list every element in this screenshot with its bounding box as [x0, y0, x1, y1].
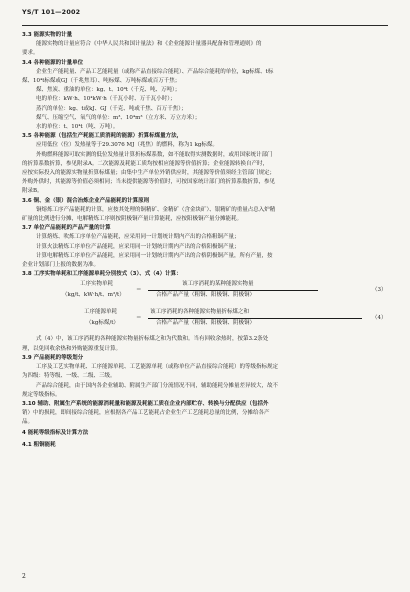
paragraph-line: 外购燃料能源可取实测的低位发热量计算折标煤系数，如不能取得实测数据时，或用国家统计部门 — [36, 151, 273, 158]
formula-3-denominator: 合格产品产量（粗铜、阳极铜、阴极铜） — [156, 292, 256, 299]
section-heading-3-4: 3.4 各种能源的计量单位 — [22, 59, 84, 66]
paragraph-line: 销）中的损耗，即间接综合能耗，应根据各产品工艺能耗占企业生产工艺能耗总量的比例，分摊给各产 — [22, 410, 270, 417]
paragraph-line: 计算火法精炼工序单位产品能耗，应采用同一计划统计期内产出的合格阳极铜产量； — [36, 243, 240, 250]
paragraph-line: 外购外供时，其能源等价值必须相同；当未提供能源等价值时，可按国家统计部门的折算系数折算，参见 — [22, 179, 276, 186]
formula-4-lhs: 工序能源单耗 — [84, 309, 118, 316]
formula-3-numerator: 该工序消耗的某种能源实物量 — [182, 281, 254, 288]
section-heading-3-10: 3.10 辅助、附属生产系统的能源消耗量和能源及耗能工质在企业内部贮存、转换与分配供应（包括外 — [22, 400, 269, 407]
formula-4-lhs-unit: （kg标煤/t） — [86, 320, 119, 327]
standard-code-header: YS/T 101—2002 — [22, 8, 81, 16]
chapter-heading-4: 4 能耗等级指标及计算方法 — [22, 429, 89, 436]
paragraph-line: 能源实物的计量应符合《中华人民共和国计量法》和《企业能源计量器具配备和管理通则》的 — [36, 41, 262, 48]
formula-4-numerator: 该工序消耗的各种能源实物量折标煤之和 — [150, 309, 250, 316]
paragraph-line: 品。 — [22, 419, 34, 426]
section-heading-3-7: 3.7 单位产品能耗的产品产量的计算 — [22, 225, 111, 232]
section-heading-3-9: 3.9 产品能耗的等级划分 — [22, 354, 84, 361]
paragraph-line: 计算熔炼、吹炼工序单位产品能耗，应采用同一计划统计期内产出的合格粗铜产量； — [36, 234, 240, 241]
paragraph-line: 计算电解精炼工序单位产品能耗，应采用同一计划统计期内产出的合格阴极铜产量，所有产量，按 — [36, 252, 273, 259]
paragraph-line: 式（4）中，该工序消耗的各种能源实物量折标煤之和为代数和。当有回收余热时，按第3.2条处 — [36, 336, 269, 343]
formula-4-denominator: 合格产品产量（粗铜、阳极铜、阴极铜） — [156, 320, 256, 327]
unit-line-gas: 煤气、压缩空气、氧气的单位：m³、10⁴m³（立方米、万立方米）； — [36, 114, 201, 121]
formula-3 — [22, 279, 394, 306]
section-heading-4-1: 4.1 粗铜能耗 — [22, 441, 56, 448]
section-heading-3-3: 3.3 能源实物的计量 — [22, 32, 73, 38]
section-heading-3-5: 3.5 各种能源（包括生产耗能工质消耗的能源）折算标煤量方法， — [22, 133, 183, 140]
formula-4 — [22, 307, 394, 334]
paragraph-line: 的折算系数折算，参见附录A。二次能源及耗能工质均按相应能源等价值折算；企业能源转换自产时， — [22, 160, 268, 167]
unit-line-steam: 蒸汽的单位：kg、t或kJ、GJ（千克、吨或千焦、百万千焦）； — [36, 105, 187, 112]
paragraph-line: 工序及工艺实物单耗、工序能源单耗、工艺能源单耗（或称单位产品直接综合能耗）的等级指标规定 — [36, 364, 279, 371]
paragraph-line: 要求。 — [22, 50, 39, 57]
section-heading-3-6: 3.6 铜、金（银）混合冶炼企业产品能耗的计算原则 — [22, 197, 150, 204]
paragraph-line: 企业计划部门上报的数据为准。 — [22, 262, 100, 269]
paragraph-line: 矿量的比例进行分摊，电解精炼工序则按阴极铜产量计算能耗，应按阳极铜产量分摊能耗。 — [22, 216, 243, 223]
paragraph-line: 附录B。 — [22, 188, 43, 195]
paragraph-line: 理，以免回收余热和外购能源重复计算。 — [22, 345, 122, 352]
formula-4-number: （4） — [372, 315, 387, 322]
formula-4-equals: ＝ — [136, 315, 142, 322]
paragraph-line: 规定等级指标。 — [22, 391, 61, 398]
formula-3-number: （3） — [372, 287, 387, 294]
paragraph-line: 应按实际投入的能源实物量折算标煤量；由集中生产单位外销供应时，其能源等价值须经主管部门规定； — [22, 170, 276, 177]
paragraph-line: 为四级：特等级、一级、二级、三级。 — [22, 373, 116, 380]
paragraph-line: 煤、10⁴t标煤或GJ（千兆焦耳）、吨标煤、万吨标煤或百万千焦； — [22, 78, 181, 85]
formula-3-lhs-unit: （kg/t、kW·h/t、m³/t） — [62, 292, 125, 299]
paragraph-line: 铜熔炼工序产品能耗的计算，应按其处理的铜精矿、金精矿（含金块矿）、银精矿的重量占总入炉精 — [36, 206, 276, 213]
page-number: 2 — [22, 573, 26, 580]
paragraph-line: 应用低位（位）发热量等于29.3076 MJ（兆焦）的燃料，称为1 kg标煤。 — [36, 142, 218, 149]
header-rule — [22, 25, 388, 26]
paragraph-line: 产品综合能耗，由于国内各企业辅助、附属生产部门分流情况不同，辅助能耗分摊量差异较大，故不 — [36, 382, 279, 389]
formula-3-equals: ＝ — [136, 287, 142, 294]
formula-3-lhs: 工序实物单耗 — [80, 281, 114, 288]
unit-line-water: 水的单位：t、10⁴t（吨、万吨）。 — [36, 124, 119, 131]
body-text — [22, 31, 394, 450]
paragraph-line: 企业生产能耗量、产品工艺能耗量（或称产品直接综合能耗）、产品综合能耗的单位，kg标煤、t标 — [36, 68, 274, 75]
unit-line-electricity: 电的单位：kW·h、10⁴kW·h（千瓦小时、万千瓦小时）； — [36, 96, 176, 103]
unit-line-coal: 煤、焦炭、重油的单位：kg、t、10⁴t（千克、吨、万吨）； — [36, 87, 181, 94]
section-heading-3-8: 3.8 工序实物单耗和工序能源单耗分别按式（3）、式（4）计算： — [22, 271, 182, 278]
